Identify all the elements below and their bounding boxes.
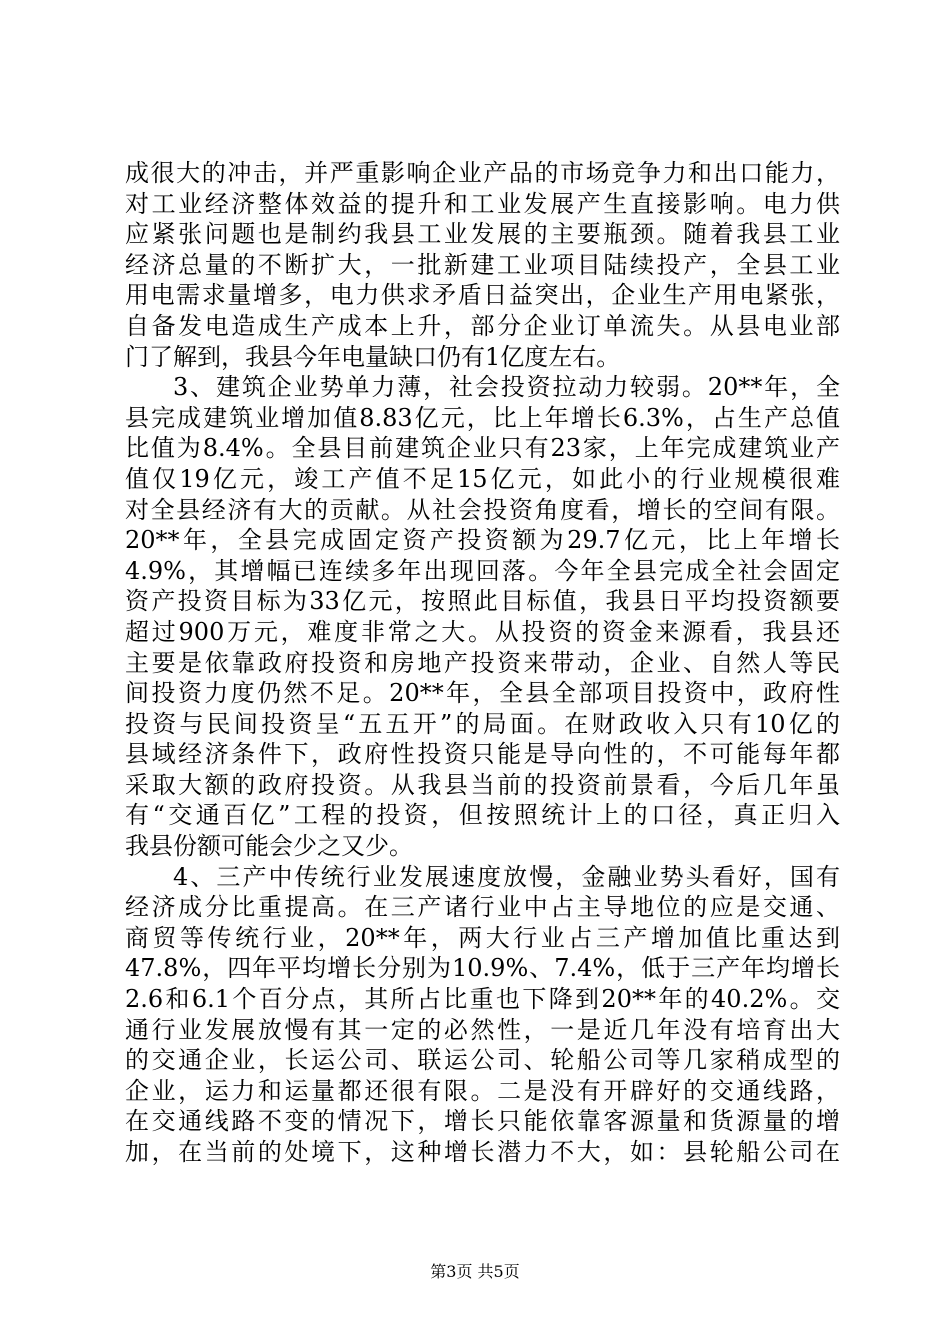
text-line: 资产投资目标为33亿元，按照此目标值，我县日平均投资额要 [125,587,840,616]
text-line: 用电需求量增多，电力供求矛盾日益突出，企业生产用电紧张， [125,281,840,310]
text-line: 投资与民间投资呈“五五开”的局面。在财政收入只有10亿的 [125,709,840,738]
text-line: 对工业经济整体效益的提升和工业发展产生直接影响。电力供 [125,189,840,218]
text-line: 我县份额可能会少之又少。 [125,832,413,861]
text-line: 4.9%，其增幅已连续多年出现回落。今年全县完成全社会固定 [125,556,840,585]
text-line: 对全县经济有大的贡献。从社会投资角度看，增长的空间有限。 [125,495,840,524]
text-line: 门了解到，我县今年电量缺口仍有1亿度左右。 [125,342,621,371]
text-line: 超过900万元，难度非常之大。从投资的资金来源看，我县还 [125,617,840,646]
text-line: 2.6和6.1个百分点，其所占比重也下降到20**年的40.2%。交 [125,985,840,1014]
paragraph [125,372,840,862]
text-line: 应紧张问题也是制约我县工业发展的主要瓶颈。随着我县工业 [125,220,840,249]
text-line: 3、建筑企业势单力薄，社会投资拉动力较弱。20**年，全 [173,373,840,402]
text-line: 的交通企业，长运公司、联运公司、轮船公司等几家稍成型的 [125,1046,840,1075]
page-footer [0,1262,950,1282]
text-line: 经济成分比重提高。在三产诸行业中占主导地位的应是交通、 [125,893,840,922]
text-line: 经济总量的不断扩大，一批新建工业项目陆续投产，全县工业 [125,250,840,279]
text-line: 在交通线路不变的情况下，增长只能依靠客源量和货源量的增 [125,1107,840,1136]
text-line: 20**年，全县完成固定资产投资额为29.7亿元，比上年增长 [125,526,840,555]
text-line: 成很大的冲击，并严重影响企业产品的市场竞争力和出口能力， [125,159,840,187]
text-line: 加，在当前的处境下，这种增长潜力不大，如：县轮船公司在 [125,1138,840,1166]
document-body [125,158,840,1168]
paragraph [125,158,840,372]
text-line: 47.8%，四年平均增长分别为10.9%、7.4%，低于三产年均增长 [125,954,840,983]
text-line: 有“交通百亿”工程的投资，但按照统计上的口径，真正归入 [125,801,840,830]
text-line: 值仅19亿元，竣工产值不足15亿元，如此小的行业规模很难 [125,464,840,493]
text-line: 比值为8.4%。全县目前建筑企业只有23家，上年完成建筑业产 [125,434,840,463]
text-line: 商贸等传统行业，20**年，两大行业占三产增加值比重达到 [125,923,840,952]
text-line: 4、三产中传统行业发展速度放慢，金融业势头看好，国有 [173,862,840,891]
text-line: 自备发电造成生产成本上升，部分企业订单流失。从县电业部 [125,311,840,340]
text-line: 县完成建筑业增加值8.83亿元，比上年增长6.3%，占生产总值 [125,403,840,432]
text-line: 主要是依靠政府投资和房地产投资来带动，企业、自然人等民 [125,648,840,677]
text-line: 县域经济条件下，政府性投资只能是导向性的，不可能每年都 [125,740,840,769]
text-line: 企业，运力和运量都还很有限。二是没有开辟好的交通线路， [125,1076,840,1105]
text-line: 间投资力度仍然不足。20**年，全县全部项目投资中，政府性 [125,679,840,708]
text-line: 采取大额的政府投资。从我县当前的投资前景看，今后几年虽 [125,770,840,799]
page-number-label: 第3页 共5页 [430,1262,520,1281]
text-line: 通行业发展放慢有其一定的必然性，一是近几年没有培育出大 [125,1015,840,1044]
paragraph [125,862,840,1168]
